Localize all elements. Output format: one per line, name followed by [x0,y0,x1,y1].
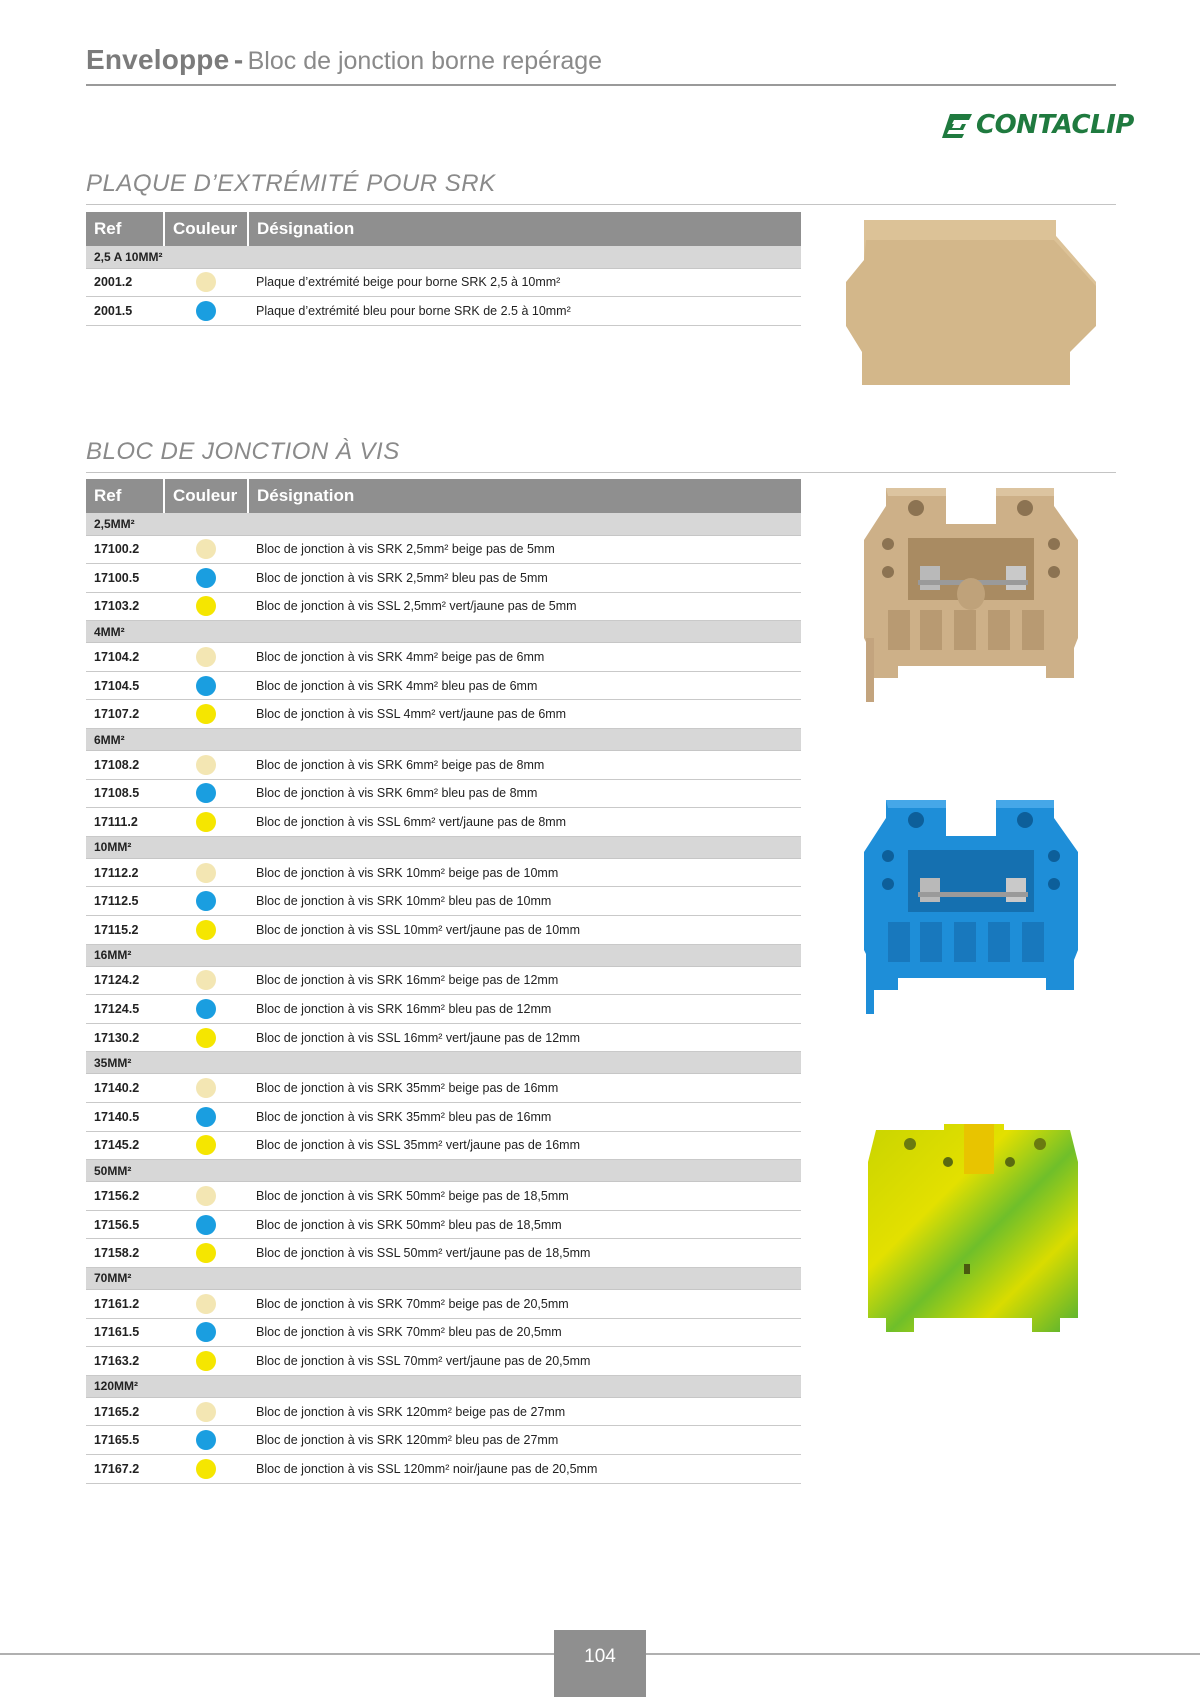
ref-cell: 17156.5 [86,1210,164,1239]
ref-cell: 17161.5 [86,1318,164,1347]
designation-cell: Bloc de jonction à vis SSL 4mm² vert/jaune pas de 6mm [248,700,801,729]
color-cell [164,916,248,945]
group-row [86,513,801,535]
designation-cell: Bloc de jonction à vis SSL 6mm² vert/jaune pas de 8mm [248,808,801,837]
color-cell [164,1426,248,1455]
table-row [86,751,801,780]
designation-cell: Bloc de jonction à vis SSL 16mm² vert/jaune pas de 12mm [248,1023,801,1052]
color-cell [164,887,248,916]
terminal-block-green-yellow-image [864,1122,1082,1342]
ref-cell: 17145.2 [86,1131,164,1160]
color-dot-bleu [196,999,216,1019]
group-row [86,1052,801,1074]
table-row [86,995,801,1024]
ref-cell: 17124.5 [86,995,164,1024]
designation-cell: Bloc de jonction à vis SRK 2,5mm² beige pas de 5mm [248,535,801,564]
ref-cell: 17161.2 [86,1289,164,1318]
color-dot-jaune [196,1243,216,1263]
color-cell [164,1347,248,1376]
group-label: 35MM² [86,1052,801,1074]
color-cell [164,297,248,326]
designation-cell: Bloc de jonction à vis SRK 70mm² bleu pas de 20,5mm [248,1318,801,1347]
table-row [86,1318,801,1347]
group-row [86,1160,801,1182]
group-label: 2,5MM² [86,513,801,535]
group-row [86,836,801,858]
color-dot-beige [196,539,216,559]
color-dot-bleu [196,783,216,803]
ref-cell: 2001.2 [86,268,164,297]
designation-cell: Bloc de jonction à vis SSL 120mm² noir/jaune pas de 20,5mm [248,1454,801,1483]
table-row [86,779,801,808]
column-header-ref: Ref [86,479,164,513]
designation-cell: Bloc de jonction à vis SRK 10mm² bleu pas de 10mm [248,887,801,916]
table-row [86,1210,801,1239]
ref-cell: 17124.2 [86,966,164,995]
color-cell [164,592,248,621]
group-label: 50MM² [86,1160,801,1182]
ref-cell: 17130.2 [86,1023,164,1052]
color-cell [164,779,248,808]
table-row [86,966,801,995]
designation-cell: Plaque d’extrémité beige pour borne SRK 2,5 à 10mm² [248,268,801,297]
table-row [86,268,801,297]
table-row [86,1182,801,1211]
color-dot-beige [196,1402,216,1422]
designation-cell: Bloc de jonction à vis SRK 50mm² beige pas de 18,5mm [248,1182,801,1211]
designation-cell: Bloc de jonction à vis SRK 10mm² beige pas de 10mm [248,858,801,887]
group-row [86,1375,801,1397]
designation-cell: Bloc de jonction à vis SRK 35mm² beige pas de 16mm [248,1074,801,1103]
color-cell [164,858,248,887]
group-label: 6MM² [86,729,801,751]
ref-cell: 17165.5 [86,1426,164,1455]
header-title: Enveloppe [86,44,230,75]
color-dot-bleu [196,568,216,588]
section-title-bloc: BLOC DE JONCTION À VIS [86,438,1116,473]
ref-cell: 17100.2 [86,535,164,564]
contaclip-logo [942,110,1134,140]
table-row [86,1426,801,1455]
designation-cell: Bloc de jonction à vis SRK 6mm² bleu pas de 8mm [248,779,801,808]
column-header-designation: Désignation [248,212,801,246]
color-cell [164,1103,248,1132]
color-dot-beige [196,1186,216,1206]
ref-cell: 17140.5 [86,1103,164,1132]
table-row [86,1023,801,1052]
terminal-block-blue-image [858,800,1088,1016]
group-row [86,621,801,643]
contaclip-mark-icon [942,112,974,138]
color-dot-beige [196,970,216,990]
designation-cell: Bloc de jonction à vis SRK 16mm² beige pas de 12mm [248,966,801,995]
table-row [86,858,801,887]
table-row [86,1289,801,1318]
designation-cell: Bloc de jonction à vis SRK 120mm² beige pas de 27mm [248,1397,801,1426]
logo-text: CONTACLIP [976,110,1134,140]
column-header-ref: Ref [86,212,164,246]
designation-cell: Bloc de jonction à vis SRK 2,5mm² bleu pas de 5mm [248,564,801,593]
designation-cell: Bloc de jonction à vis SRK 50mm² bleu pas de 18,5mm [248,1210,801,1239]
color-dot-bleu [196,1322,216,1342]
designation-cell: Bloc de jonction à vis SRK 4mm² beige pas de 6mm [248,643,801,672]
table-row [86,1239,801,1268]
ref-cell: 17167.2 [86,1454,164,1483]
color-cell [164,643,248,672]
header-subtitle: Bloc de jonction borne repérage [247,47,603,75]
ref-cell: 17100.5 [86,564,164,593]
color-cell [164,535,248,564]
designation-cell: Bloc de jonction à vis SSL 70mm² vert/jaune pas de 20,5mm [248,1347,801,1376]
table-row [86,1103,801,1132]
ref-cell: 17104.5 [86,671,164,700]
table-row [86,643,801,672]
color-cell [164,700,248,729]
designation-cell: Bloc de jonction à vis SSL 2,5mm² vert/jaune pas de 5mm [248,592,801,621]
group-label: 2,5 A 10MM² [86,246,801,268]
color-dot-jaune [196,1028,216,1048]
color-cell [164,1074,248,1103]
table-row [86,297,801,326]
color-dot-beige [196,272,216,292]
end-plate-image [844,220,1100,388]
color-cell [164,1023,248,1052]
color-dot-jaune [196,1459,216,1479]
group-row [86,246,801,268]
color-dot-jaune [196,1135,216,1155]
color-cell [164,1454,248,1483]
section-title-plaque: PLAQUE D’EXTRÉMITÉ POUR SRK [86,170,1116,205]
page-header [86,44,1116,86]
color-cell [164,808,248,837]
ref-cell: 17108.5 [86,779,164,808]
color-dot-beige [196,863,216,883]
ref-cell: 2001.5 [86,297,164,326]
color-cell [164,995,248,1024]
table-row [86,1454,801,1483]
ref-cell: 17104.2 [86,643,164,672]
color-dot-beige [196,1294,216,1314]
table-row [86,1397,801,1426]
color-cell [164,1210,248,1239]
ref-cell: 17115.2 [86,916,164,945]
color-dot-jaune [196,596,216,616]
page-number: 104 [554,1630,646,1697]
designation-cell: Bloc de jonction à vis SSL 10mm² vert/jaune pas de 10mm [248,916,801,945]
column-header-couleur: Couleur [164,479,248,513]
designation-cell: Bloc de jonction à vis SRK 6mm² beige pas de 8mm [248,751,801,780]
color-dot-bleu [196,1107,216,1127]
group-label: 10MM² [86,836,801,858]
designation-cell: Bloc de jonction à vis SRK 35mm² bleu pas de 16mm [248,1103,801,1132]
ref-cell: 17111.2 [86,808,164,837]
color-cell [164,1182,248,1211]
color-cell [164,1318,248,1347]
color-dot-beige [196,647,216,667]
terminal-block-beige-image [858,488,1088,704]
color-dot-beige [196,755,216,775]
ref-cell: 17156.2 [86,1182,164,1211]
table-plaque [86,212,801,326]
color-dot-bleu [196,891,216,911]
table-row [86,671,801,700]
ref-cell: 17112.2 [86,858,164,887]
table-row [86,887,801,916]
group-row [86,729,801,751]
ref-cell: 17163.2 [86,1347,164,1376]
color-dot-jaune [196,812,216,832]
table-row [86,535,801,564]
column-header-couleur: Couleur [164,212,248,246]
table-row [86,1074,801,1103]
designation-cell: Bloc de jonction à vis SRK 16mm² bleu pas de 12mm [248,995,801,1024]
table-row [86,592,801,621]
color-dot-bleu [196,676,216,696]
designation-cell: Bloc de jonction à vis SSL 35mm² vert/jaune pas de 16mm [248,1131,801,1160]
table-row [86,808,801,837]
ref-cell: 17108.2 [86,751,164,780]
color-dot-beige [196,1078,216,1098]
table-row [86,700,801,729]
designation-cell: Bloc de jonction à vis SSL 50mm² vert/jaune pas de 18,5mm [248,1239,801,1268]
color-cell [164,1397,248,1426]
color-cell [164,564,248,593]
group-label: 16MM² [86,944,801,966]
designation-cell: Bloc de jonction à vis SRK 70mm² beige pas de 20,5mm [248,1289,801,1318]
color-cell [164,1131,248,1160]
group-label: 4MM² [86,621,801,643]
table-row [86,1131,801,1160]
table-row [86,1347,801,1376]
color-cell [164,1239,248,1268]
color-dot-bleu [196,1215,216,1235]
ref-cell: 17140.2 [86,1074,164,1103]
designation-cell: Bloc de jonction à vis SRK 4mm² bleu pas de 6mm [248,671,801,700]
color-cell [164,671,248,700]
ref-cell: 17103.2 [86,592,164,621]
color-dot-jaune [196,1351,216,1371]
color-cell [164,966,248,995]
ref-cell: 17107.2 [86,700,164,729]
column-header-designation: Désignation [248,479,801,513]
designation-cell: Plaque d’extrémité bleu pour borne SRK de 2.5 à 10mm² [248,297,801,326]
group-row [86,944,801,966]
table-row [86,564,801,593]
color-dot-jaune [196,920,216,940]
color-cell [164,1289,248,1318]
ref-cell: 17165.2 [86,1397,164,1426]
table-row [86,916,801,945]
color-dot-bleu [196,1430,216,1450]
ref-cell: 17158.2 [86,1239,164,1268]
ref-cell: 17112.5 [86,887,164,916]
group-label: 120MM² [86,1375,801,1397]
group-row [86,1267,801,1289]
designation-cell: Bloc de jonction à vis SRK 120mm² bleu pas de 27mm [248,1426,801,1455]
color-dot-bleu [196,301,216,321]
color-cell [164,751,248,780]
group-label: 70MM² [86,1267,801,1289]
header-separator: - [233,44,244,75]
color-dot-jaune [196,704,216,724]
table-bloc [86,479,801,1484]
color-cell [164,268,248,297]
